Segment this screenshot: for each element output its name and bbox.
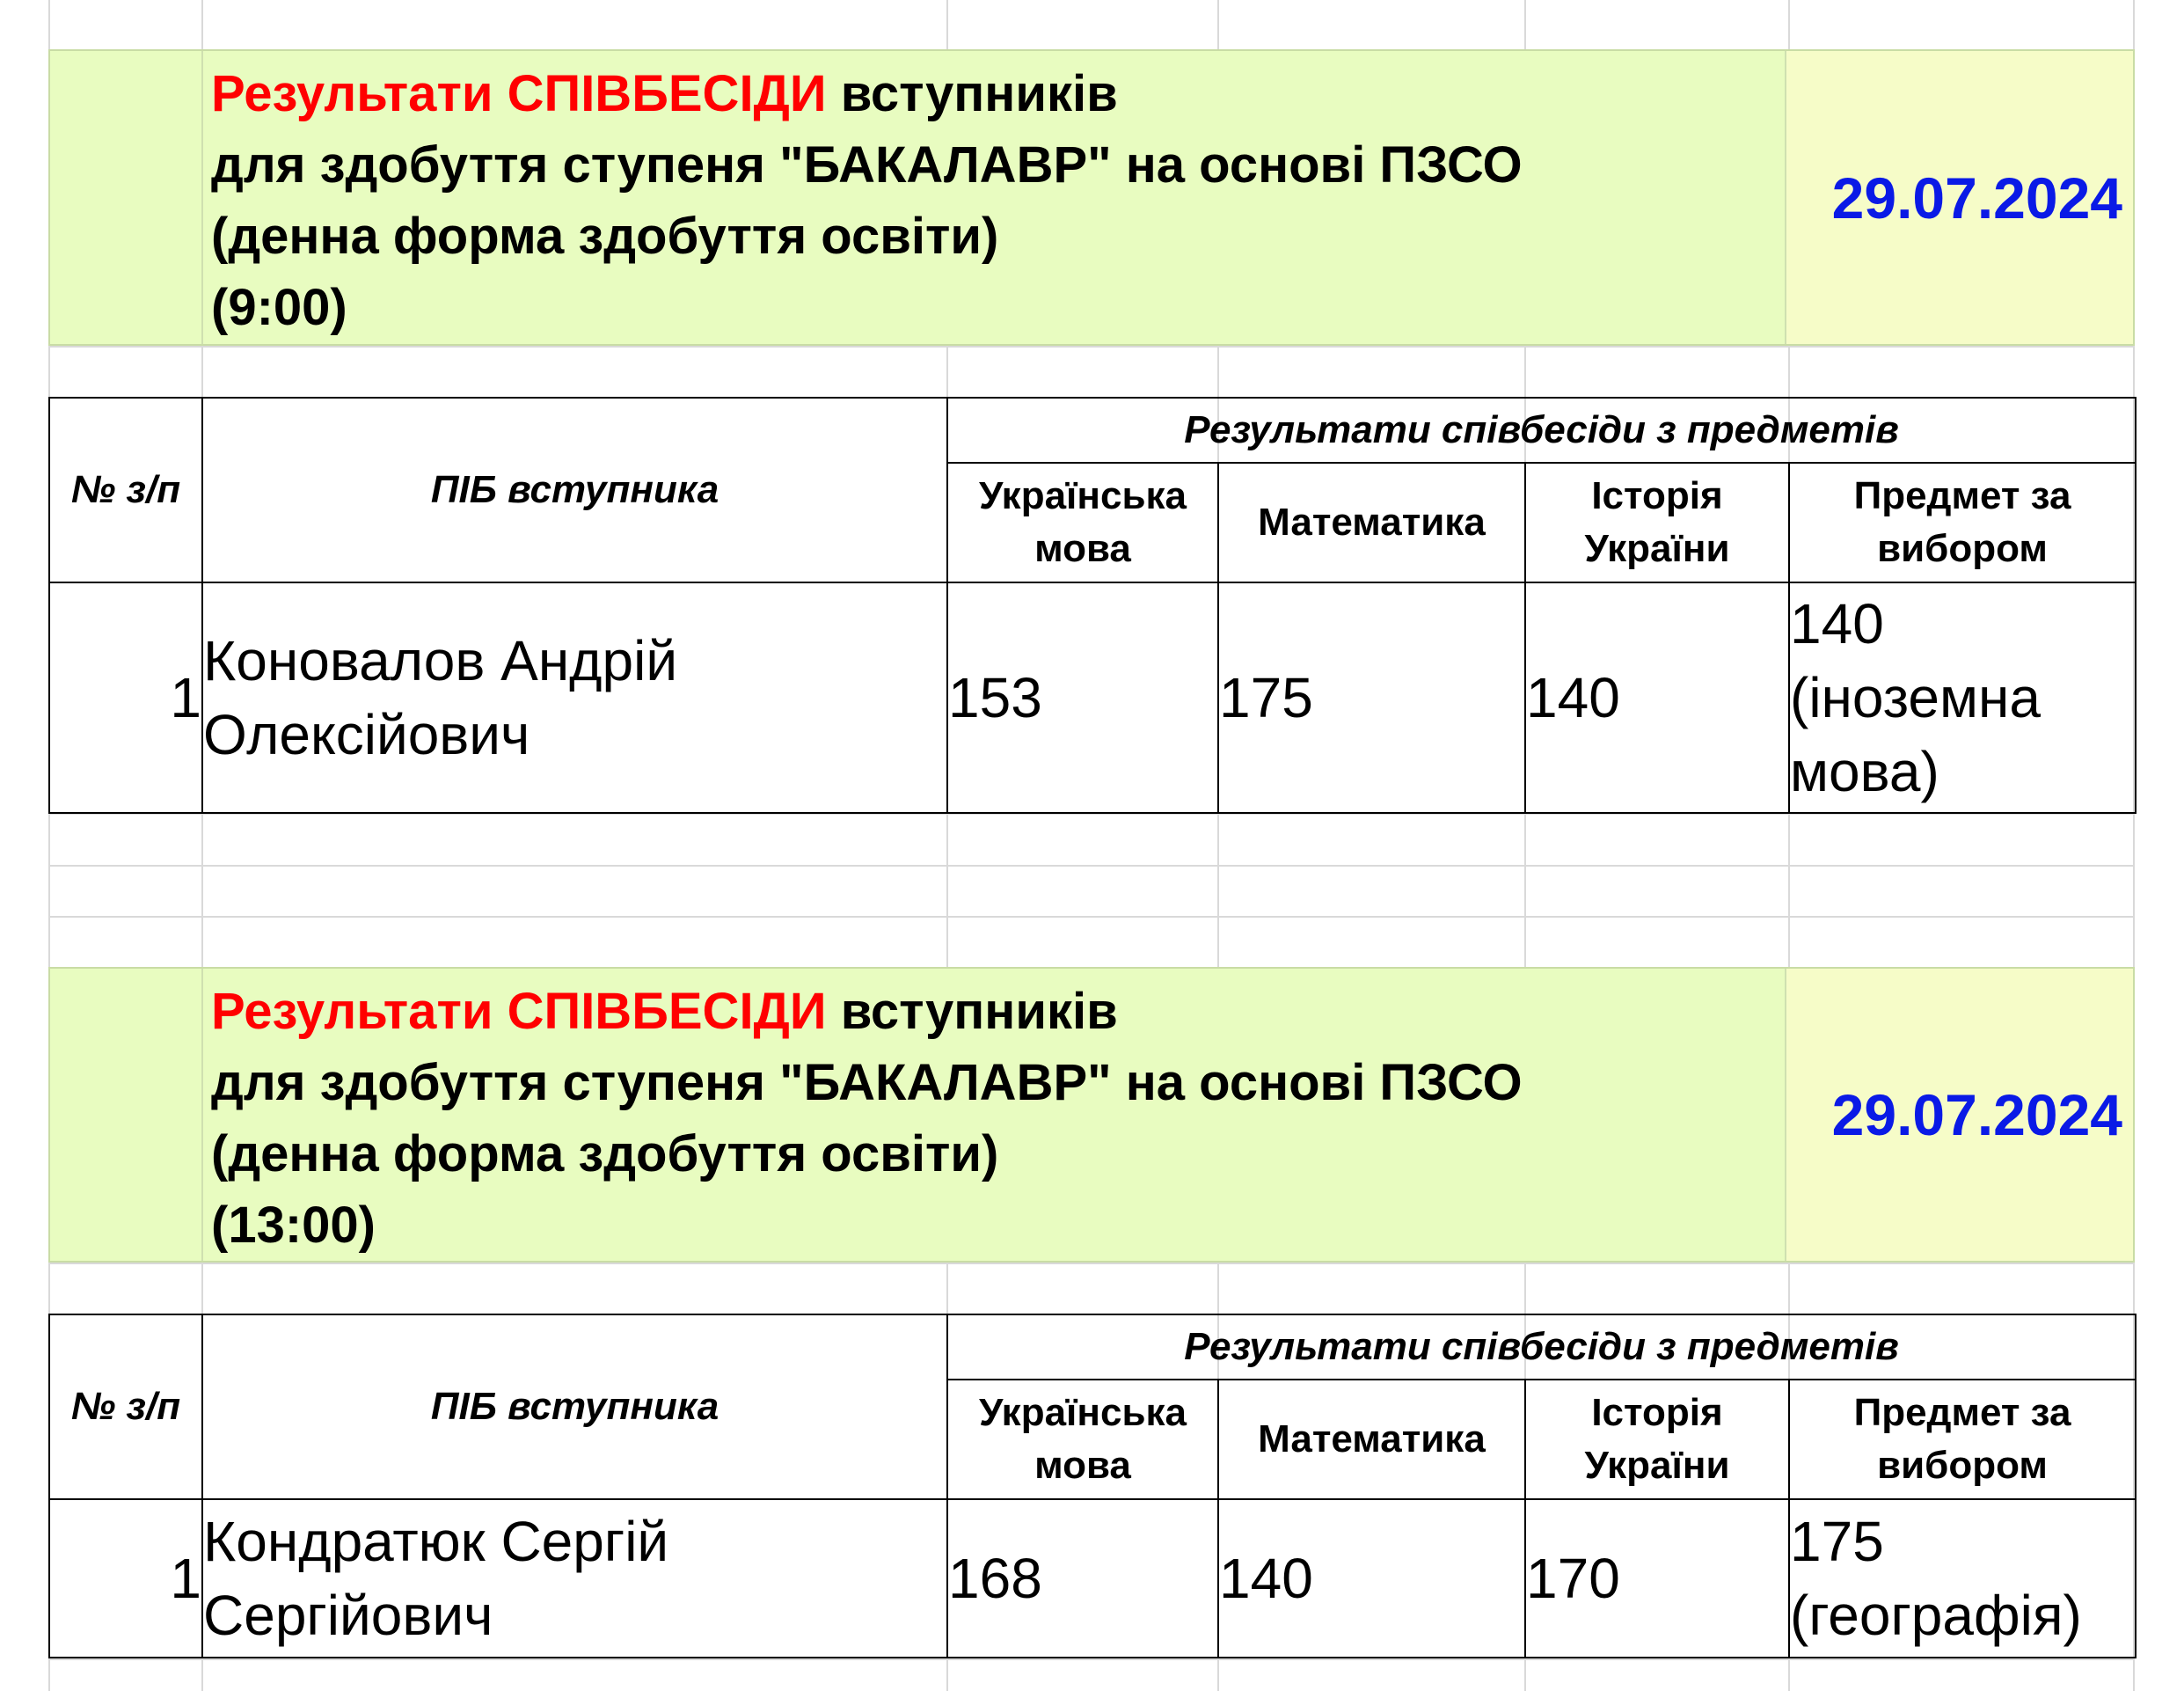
section-title <box>211 976 1523 1261</box>
date-cell <box>1785 51 2133 344</box>
header-line: Предмет за <box>1853 1391 2071 1434</box>
title-highlight: Результати СПІВБЕСІДИ <box>211 65 827 122</box>
row-number: 1 <box>49 582 202 813</box>
title-line-3: (денна форма здобуття освіти) <box>211 1125 999 1182</box>
group-header-subjects: Результати співбесіди з предметів <box>947 1314 2136 1380</box>
score-math: 175 <box>1218 582 1525 813</box>
score-history: 170 <box>1525 1499 1789 1658</box>
column-header-ukrainian <box>947 463 1218 582</box>
score-history: 140 <box>1525 582 1789 813</box>
column-header-ukrainian <box>947 1380 1218 1499</box>
header-line: України <box>1584 527 1730 570</box>
results-table <box>48 397 2137 814</box>
grid-line <box>48 1658 2133 1660</box>
date-cell <box>1785 969 2133 1261</box>
title-line-2: для здобуття ступеня "БАКАЛАВР" на основі ПЗСО <box>211 136 1523 194</box>
table-row <box>49 582 2136 813</box>
results-table <box>48 1314 2137 1658</box>
score-math: 140 <box>1218 1499 1525 1658</box>
row-number: 1 <box>49 1499 202 1658</box>
session-date: 29.07.2024 <box>1831 1082 2122 1147</box>
header-line: Предмет за <box>1853 474 2071 517</box>
name-line: Олексійович <box>203 703 530 766</box>
column-header-number: № з/п <box>49 1314 202 1499</box>
banner-empty-cell <box>50 51 203 344</box>
header-line: мова <box>1034 1444 1131 1487</box>
score-ukrainian: 153 <box>947 582 1218 813</box>
applicant-name <box>202 1499 947 1658</box>
header-line: Українська <box>978 474 1187 517</box>
section-banner <box>48 49 2135 346</box>
title-rest: вступників <box>826 983 1118 1040</box>
column-header-math <box>1218 1380 1525 1499</box>
title-line-3: (денна форма здобуття освіти) <box>211 208 999 265</box>
header-line: України <box>1584 1444 1730 1487</box>
applicant-name <box>202 582 947 813</box>
name-line: Сергійович <box>203 1584 493 1647</box>
title-line-1 <box>211 58 1523 129</box>
score-elective <box>1789 582 2136 813</box>
grid-line <box>48 1263 2133 1264</box>
title-rest: вступників <box>826 65 1118 122</box>
grid-line <box>48 916 2133 918</box>
score-line: (географія) <box>1790 1584 2082 1647</box>
header-line: вибором <box>1877 1444 2048 1487</box>
session-time: (9:00) <box>211 279 347 336</box>
section-banner <box>48 967 2135 1263</box>
group-header-subjects: Результати співбесіди з предметів <box>947 398 2136 463</box>
section-title <box>211 58 1523 343</box>
column-header-number: № з/п <box>49 398 202 582</box>
session-time: (13:00) <box>211 1197 376 1254</box>
title-line-2: для здобуття ступеня "БАКАЛАВР" на основі ПЗСО <box>211 1054 1523 1111</box>
name-line: Кондратюк Сергій <box>203 1510 669 1573</box>
table-row <box>49 1499 2136 1658</box>
grid-line <box>48 865 2133 867</box>
column-header-history <box>1525 463 1789 582</box>
header-line: Математика <box>1258 1417 1486 1460</box>
grid-line <box>48 346 2133 348</box>
header-line: Українська <box>978 1391 1187 1434</box>
header-line: вибором <box>1877 527 2048 570</box>
score-line: 175 <box>1790 1510 1884 1573</box>
column-header-math <box>1218 463 1525 582</box>
column-header-name: ПІБ вступника <box>202 1314 947 1499</box>
score-ukrainian: 168 <box>947 1499 1218 1658</box>
header-line: Математика <box>1258 501 1486 544</box>
title-highlight: Результати СПІВБЕСІДИ <box>211 983 827 1040</box>
header-line: Історія <box>1591 474 1723 517</box>
column-header-elective <box>1789 1380 2136 1499</box>
column-header-elective <box>1789 463 2136 582</box>
session-date: 29.07.2024 <box>1831 165 2122 231</box>
banner-empty-cell <box>50 969 203 1261</box>
score-line: (іноземна <box>1790 666 2041 729</box>
header-line: мова <box>1034 527 1131 570</box>
header-line: Історія <box>1591 1391 1723 1434</box>
name-line: Коновалов Андрій <box>203 629 678 692</box>
score-line: мова) <box>1790 740 1939 803</box>
column-header-name: ПІБ вступника <box>202 398 947 582</box>
score-elective <box>1789 1499 2136 1658</box>
column-header-history <box>1525 1380 1789 1499</box>
title-line-1 <box>211 976 1523 1047</box>
score-line: 140 <box>1790 592 1884 655</box>
